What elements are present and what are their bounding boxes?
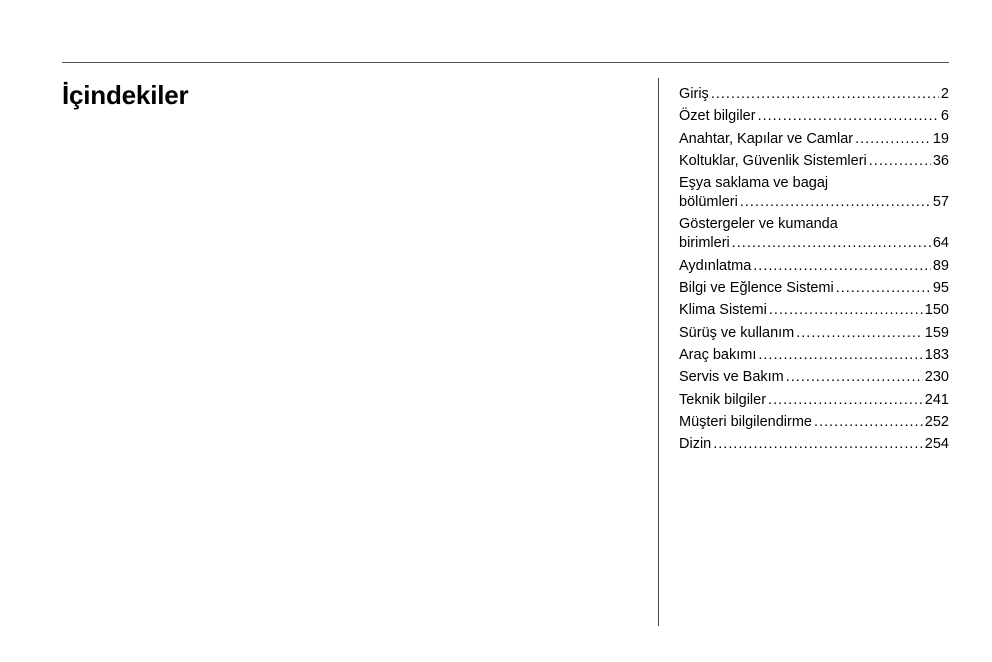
toc-entry-aydinlatma[interactable]	[679, 257, 949, 276]
toc-entry-page: 254	[924, 436, 949, 453]
toc-entry-page: 159	[924, 324, 949, 341]
toc-entry-label: Anahtar, Kapılar ve Camlar	[679, 130, 854, 147]
toc-entry-page: 89	[932, 257, 949, 274]
toc-entry-label: Aydınlatma	[679, 257, 752, 274]
dot-leader	[769, 301, 923, 320]
toc-entry-esya-saklama[interactable]	[679, 174, 949, 212]
toc-entry-musteri[interactable]	[679, 413, 949, 432]
dot-leader	[753, 257, 931, 276]
toc-entry-label: Araç bakımı	[679, 346, 757, 363]
dot-leader	[713, 435, 923, 454]
toc-entry-label: Bilgi ve Eğlence Sistemi	[679, 280, 834, 297]
toc-entry-label: bölümleri	[679, 194, 738, 211]
dot-leader	[786, 368, 923, 387]
dot-leader	[740, 193, 931, 212]
toc-entry-ozet-bilgiler[interactable]	[679, 107, 949, 126]
toc-entry-dizin[interactable]	[679, 435, 949, 454]
toc-entry-page: 64	[932, 235, 949, 252]
dot-leader	[836, 279, 931, 298]
toc-entry-giris[interactable]	[679, 85, 949, 104]
dot-leader	[768, 391, 923, 410]
toc-entry-label: Dizin	[679, 436, 712, 453]
toc-entry-page: 19	[932, 130, 949, 147]
toc-entry-label-line1: Göstergeler ve kumanda	[679, 216, 838, 233]
toc-entry-page: 57	[932, 194, 949, 211]
toc-entry-klima[interactable]	[679, 301, 949, 320]
toc-entry-label: Servis ve Bakım	[679, 369, 784, 386]
top-rule	[62, 62, 949, 63]
toc-entry-label: Koltuklar, Güvenlik Sistemleri	[679, 152, 867, 169]
toc-entry-anahtar[interactable]	[679, 130, 949, 149]
toc-entry-page: 6	[940, 108, 949, 125]
dot-leader	[758, 346, 922, 365]
dot-leader	[732, 234, 931, 253]
toc-entry-label: Özet bilgiler	[679, 108, 756, 125]
toc-entry-page: 183	[924, 346, 949, 363]
dot-leader	[814, 413, 923, 432]
toc-entry-label: Giriş	[679, 86, 709, 102]
toc-entry-page: 2	[940, 86, 949, 102]
dot-leader	[869, 152, 931, 171]
toc-entry-teknik[interactable]	[679, 391, 949, 410]
toc-entry-surus[interactable]	[679, 324, 949, 343]
column-divider	[658, 78, 659, 626]
toc-entry-koltuklar[interactable]	[679, 152, 949, 171]
page-title: İçindekiler	[62, 80, 189, 110]
toc-entry-label-line1: Eşya saklama ve bagaj	[679, 175, 829, 192]
toc-entry-label: Teknik bilgiler	[679, 391, 767, 408]
dot-leader	[855, 130, 931, 149]
dot-leader	[711, 85, 939, 104]
toc-entry-label: Müşteri bilgilendirme	[679, 413, 812, 430]
toc-entry-page: 252	[924, 413, 949, 430]
dot-leader	[796, 324, 923, 343]
toc-entry-page: 230	[924, 369, 949, 386]
toc-entry-gostergeler[interactable]	[679, 215, 949, 253]
table-of-contents	[679, 85, 949, 457]
toc-entry-page: 150	[924, 302, 949, 319]
toc-entry-servis[interactable]	[679, 368, 949, 387]
toc-entry-label: Sürüş ve kullanım	[679, 324, 795, 341]
toc-entry-page: 95	[932, 280, 949, 297]
toc-entry-label: birimleri	[679, 235, 730, 252]
toc-entry-page: 36	[932, 152, 949, 169]
toc-entry-label: Klima Sistemi	[679, 302, 767, 319]
dot-leader	[758, 107, 939, 126]
toc-entry-bilgi-eglence[interactable]	[679, 279, 949, 298]
toc-entry-page: 241	[924, 391, 949, 408]
toc-entry-arac-bakimi[interactable]	[679, 346, 949, 365]
